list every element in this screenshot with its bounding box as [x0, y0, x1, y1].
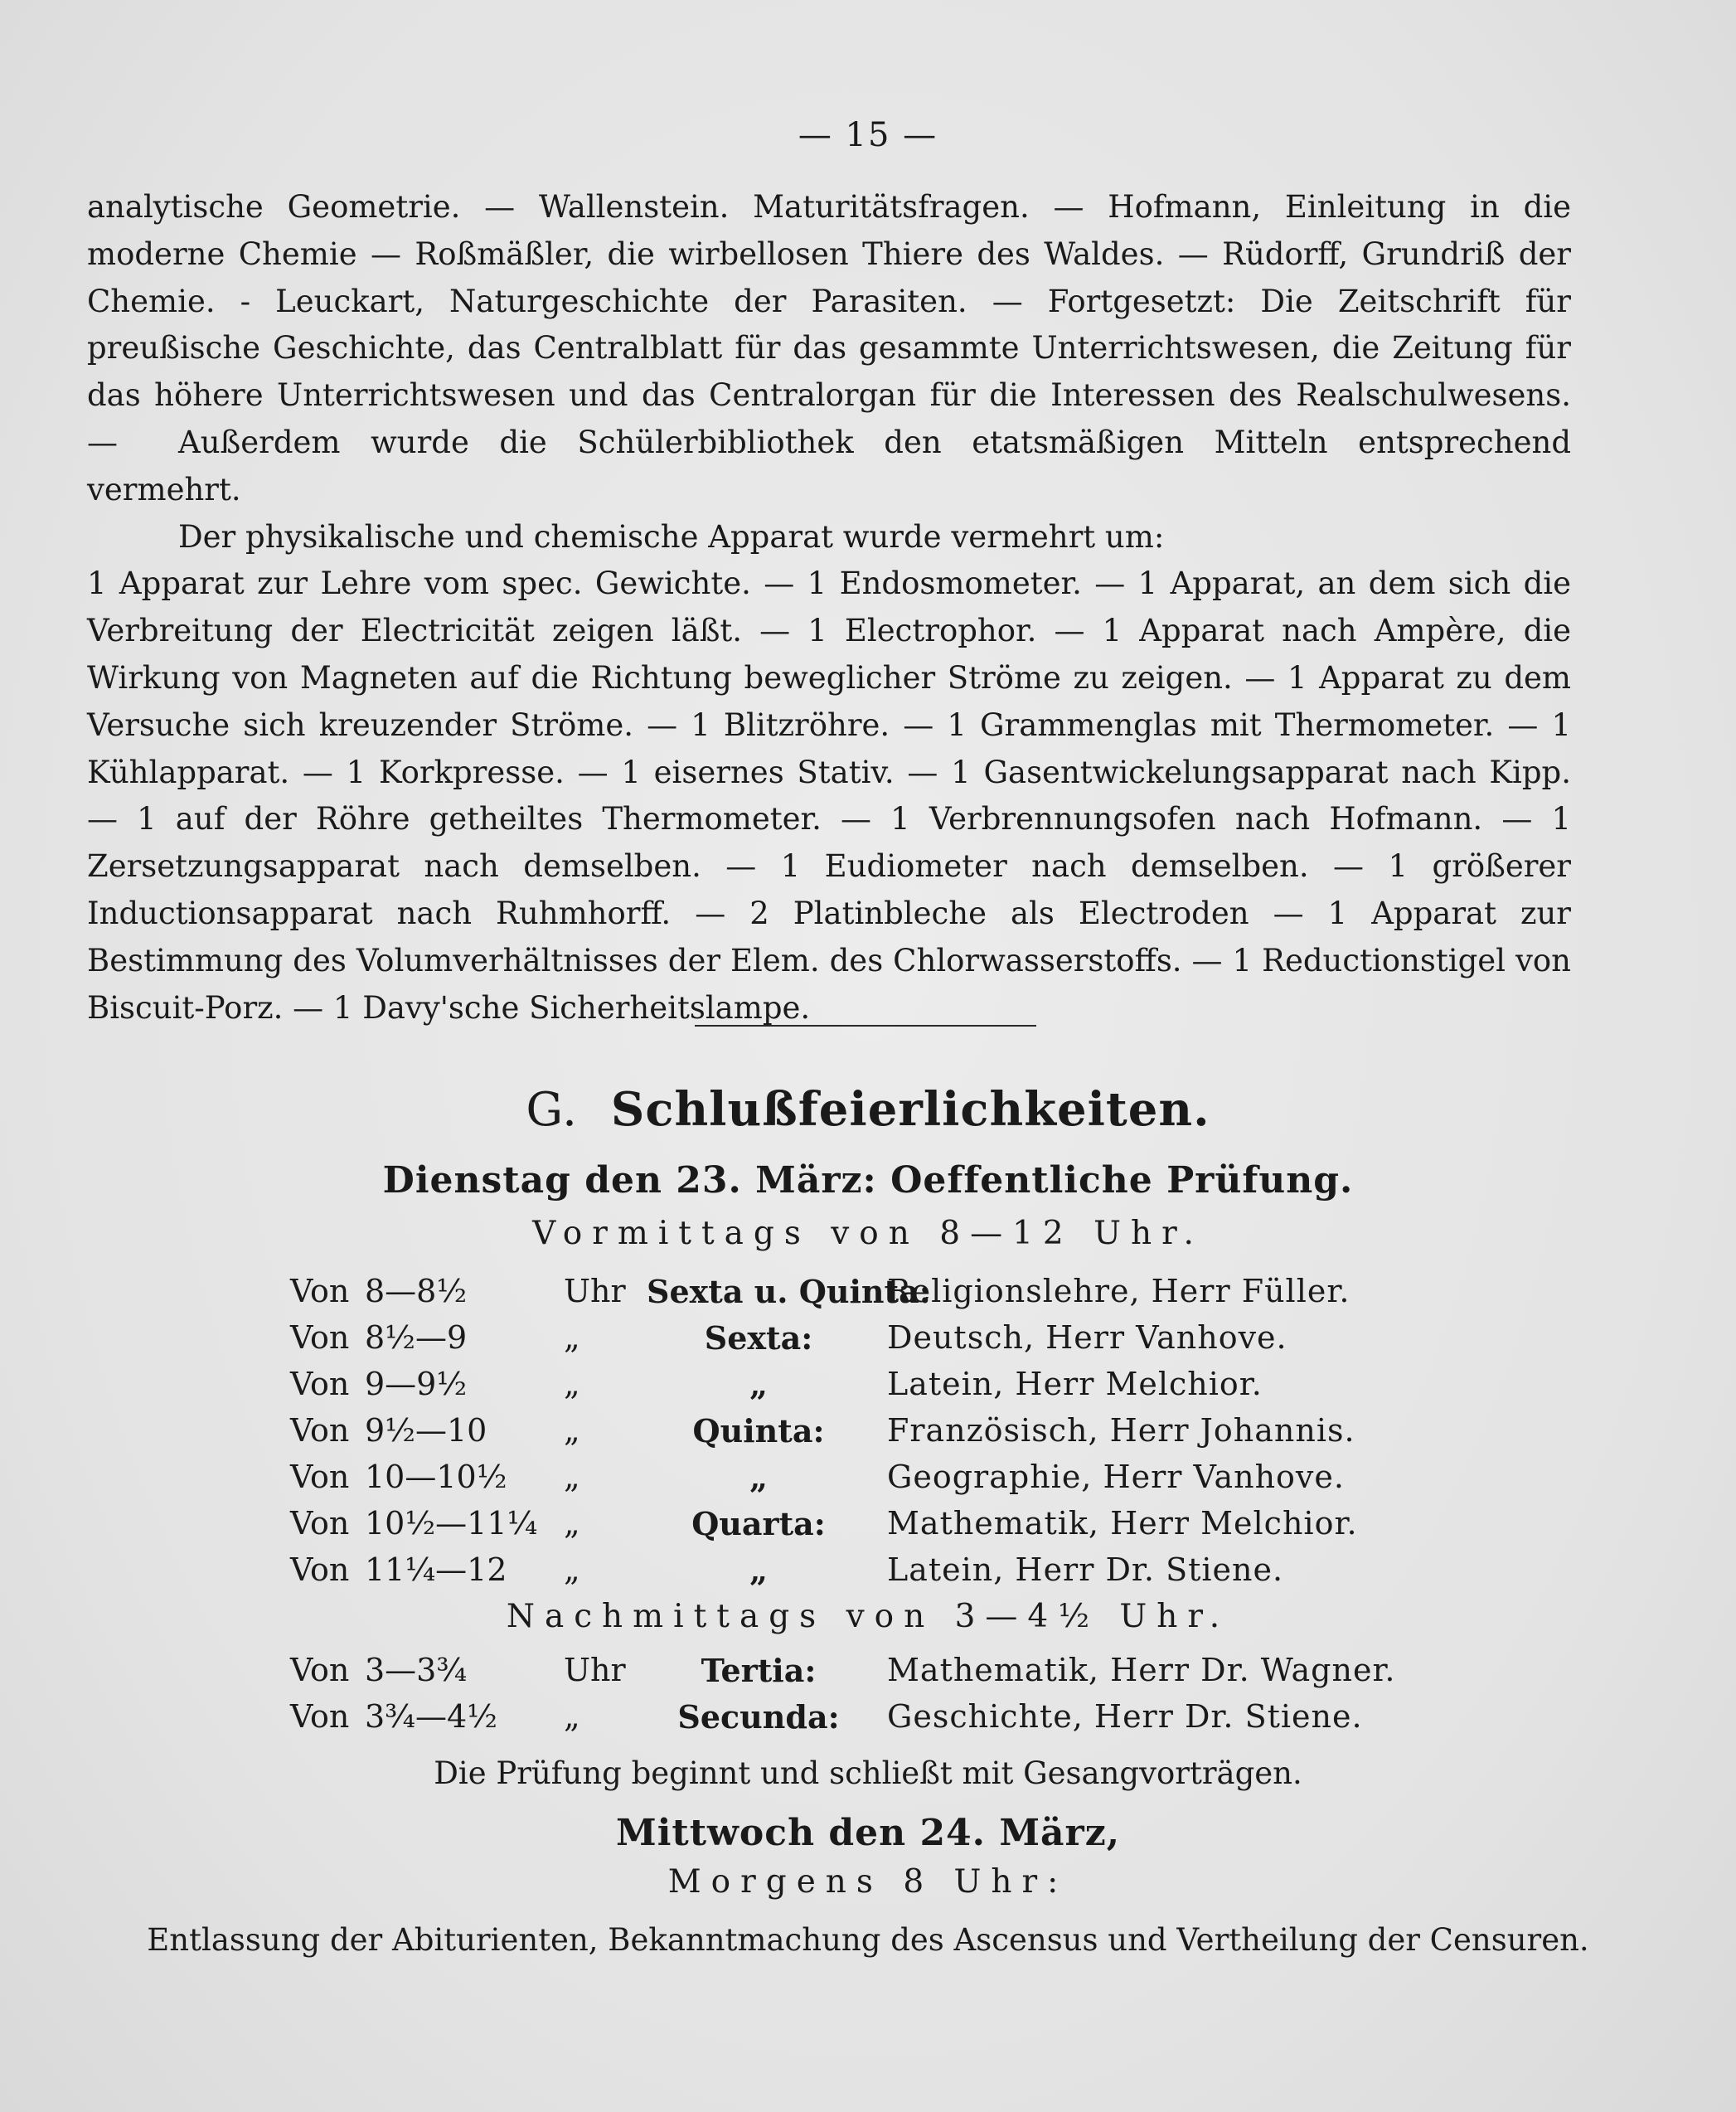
schedule-row [0, 1366, 1736, 1412]
row-time: 3—3¾ [365, 1652, 468, 1688]
row-time: 9—9½ [365, 1366, 468, 1402]
schedule-row [0, 1698, 1736, 1745]
row-uhr: „ [564, 1412, 580, 1449]
row-uhr: „ [564, 1366, 580, 1402]
schedule-row [0, 1412, 1736, 1459]
schedule-row [0, 1551, 1736, 1598]
row-von: Von [290, 1551, 350, 1588]
section-divider [695, 1025, 1036, 1027]
schedule-row [0, 1505, 1736, 1551]
row-time: 8½—9 [365, 1319, 468, 1356]
row-time: 9½—10 [365, 1412, 487, 1449]
section-letter: G. [526, 1083, 578, 1137]
row-von: Von [290, 1505, 350, 1542]
paragraph-library: Außerdem wurde die Schülerbibliothek den etatsmäßigen Mitteln entsprechend vermehrt. [87, 425, 1571, 507]
row-time: 8—8½ [365, 1273, 468, 1309]
row-subject: Latein, Herr Melchior. [887, 1366, 1263, 1402]
row-von: Von [290, 1319, 350, 1356]
row-subject: Latein, Herr Dr. Stiene. [887, 1551, 1284, 1588]
tuesday-heading: Dienstag den 23. März: Oeffentliche Prüfung. [382, 1159, 1354, 1202]
wednesday-time: Morgens 8 Uhr: [667, 1863, 1069, 1901]
wednesday-text: Entlassung der Abiturienten, Bekanntmachung des Ascensus und Vertheilung der Censuren. [147, 1922, 1589, 1958]
row-class: Tertia: [701, 1652, 817, 1689]
row-von: Von [290, 1412, 350, 1449]
row-subject: Mathematik, Herr Dr. Wagner. [887, 1652, 1396, 1688]
page-number: — 15 — [798, 116, 938, 154]
morning-heading: Vormittags von 8—12 Uhr. [532, 1215, 1204, 1252]
schedule-row [0, 1319, 1736, 1366]
section-title-text: Schlußfeierlichkeiten. [610, 1082, 1210, 1137]
schedule-row [0, 1652, 1736, 1698]
row-class: Secunda: [677, 1698, 840, 1736]
row-class: Sexta: [704, 1319, 813, 1357]
section-title [0, 1082, 1736, 1137]
paragraph-apparatus-list: 1 Apparat zur Lehre vom spec. Gewichte. — 1 Endosmometer. — 1 Apparat, an dem sich die Verbreitung der Electricität zeigen läßt. — 1 Electrophor. — 1 Apparat nach Ampère, die Wirkung von Magneten auf die Richtung beweglicher Ströme zu zeigen. — 1 Apparat zu dem Versuche sich kreuzender Ströme. — 1 Blitzröhre. — 1 Grammenglas mit Thermometer. — 1 Kühlapparat. — 1 Korkpresse. — 1 eisernes Stativ. — 1 Gasentwickelungsapparat nach Kipp. — 1 auf der Röhre getheiltes Thermometer. — 1 Verbrennungsofen nach Hofmann. — 1 Zersetzungsapparat nach demselben. — 1 Eudiometer nach demselben. — 1 größerer Inductionsapparat nach Ruhmhorff. — 2 Platinbleche als Electroden — 1 Apparat zur Bestimmung des Volumverhältnisses der Elem. des Chlorwasserstoffs. — 1 Reductionstigel von Biscuit-Porz. — 1 Davy'sche Sicherheitslampe. [87, 566, 1571, 1026]
row-uhr: „ [564, 1551, 580, 1588]
row-uhr: „ [564, 1459, 580, 1495]
row-uhr: Uhr [564, 1273, 626, 1309]
row-time: 10½—11¼ [365, 1505, 538, 1542]
row-time: 11¼—12 [365, 1551, 507, 1588]
library-paragraph [87, 420, 1571, 1032]
row-class: Quinta: [692, 1412, 825, 1449]
row-subject: Mathematik, Herr Melchior. [887, 1505, 1358, 1542]
paragraph-apparatus-intro: Der physikalische und chemische Apparat wurde vermehrt um: [178, 518, 1165, 555]
row-subject: Religionslehre, Herr Füller. [887, 1273, 1350, 1309]
row-class: Sexta u. Quinta: [647, 1273, 931, 1310]
row-uhr: „ [564, 1505, 580, 1542]
row-subject: Geschichte, Herr Dr. Stiene. [887, 1698, 1363, 1735]
row-uhr: „ [564, 1319, 580, 1356]
row-von: Von [290, 1273, 350, 1309]
row-class: „ [749, 1366, 768, 1403]
row-von: Von [290, 1698, 350, 1735]
row-uhr: Uhr [564, 1652, 626, 1688]
row-class: „ [749, 1459, 768, 1496]
wednesday-heading: Mittwoch den 24. März, [615, 1812, 1121, 1854]
afternoon-heading: Nachmittags von 3—4½ Uhr. [506, 1598, 1230, 1635]
row-subject: Geographie, Herr Vanhove. [887, 1459, 1345, 1495]
row-subject: Französisch, Herr Johannis. [887, 1412, 1355, 1449]
schedule-row [0, 1459, 1736, 1505]
row-uhr: „ [564, 1698, 580, 1735]
row-von: Von [290, 1652, 350, 1688]
row-class: Quarta: [691, 1505, 826, 1542]
row-von: Von [290, 1366, 350, 1402]
row-subject: Deutsch, Herr Vanhove. [887, 1319, 1287, 1356]
row-time: 3¾—4½ [365, 1698, 498, 1735]
row-class: „ [749, 1551, 768, 1589]
schedule-row [0, 1273, 1736, 1319]
paragraph-book-list: analytische Geometrie. — Wallenstein. Maturitätsfragen. — Hofmann, Einleitung in die moderne Chemie — Roßmäßler, die wirbellosen Thiere des Waldes. — Rüdorff, Grundriß der Chemie. - Leuckart, Naturgeschichte der Parasiten. — Fortgesetzt: Die Zeitschrift für preußische Geschichte, das Centralblatt für das gesammte Unterrichtswesen, die Zeitung für das höhere Unterrichtswesen und das Centralorgan für die Interessen des Realschulwesens. — [87, 189, 1571, 460]
row-von: Von [290, 1459, 350, 1495]
row-time: 10—10½ [365, 1459, 507, 1495]
exam-closing-note: Die Prüfung beginnt und schließt mit Gesangvorträgen. [434, 1755, 1302, 1791]
